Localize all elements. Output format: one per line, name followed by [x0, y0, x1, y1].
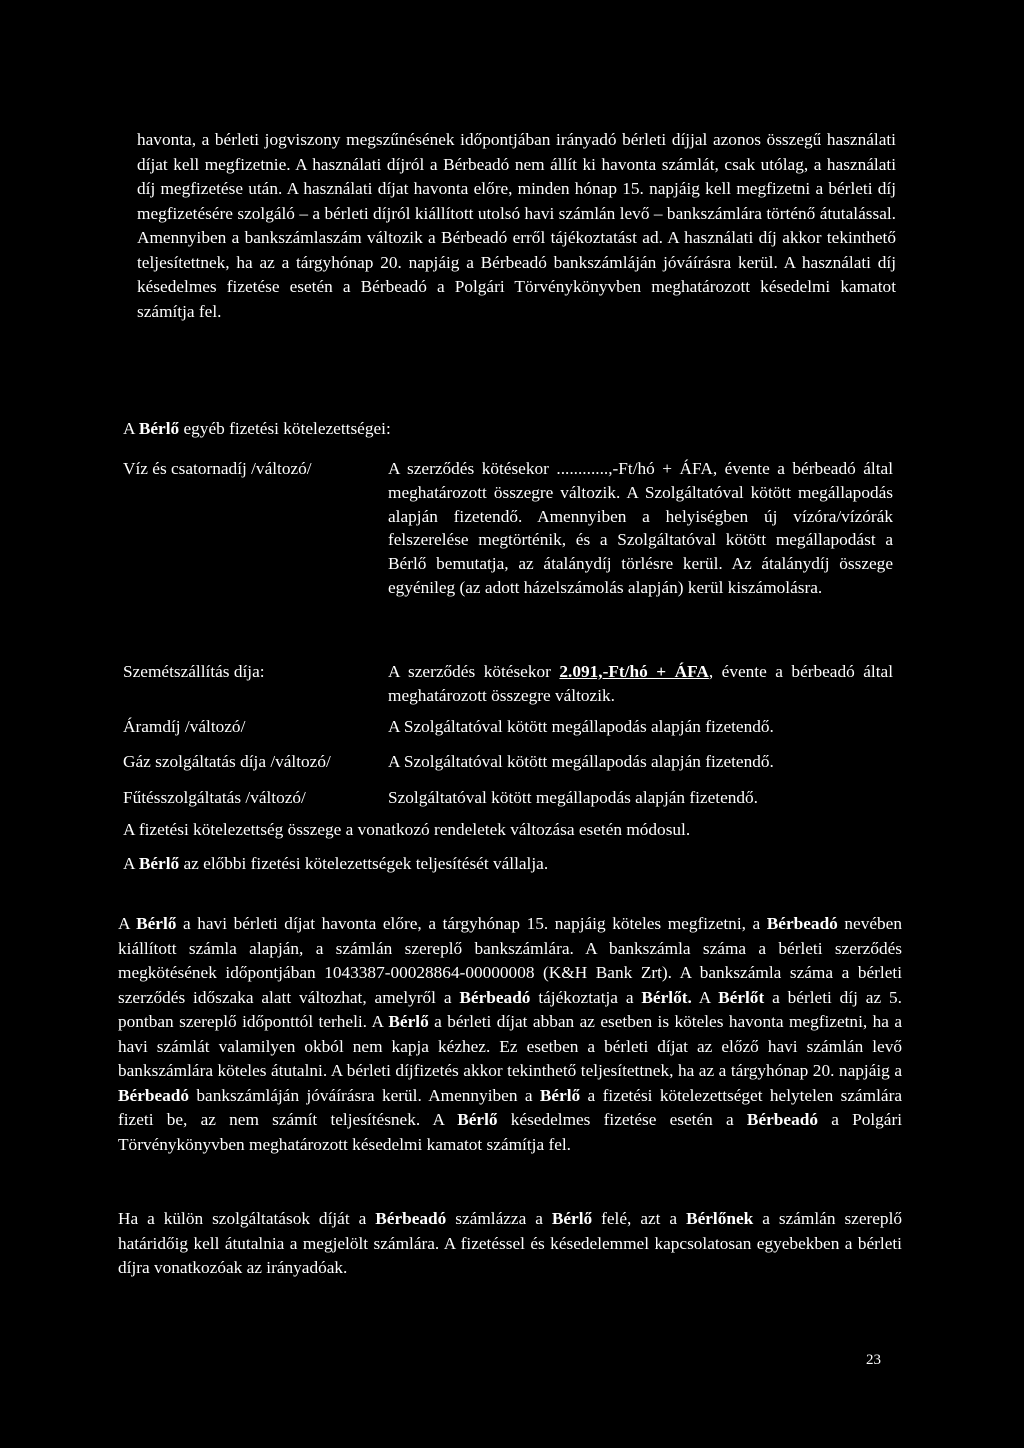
p3-bold: Bérlő: [457, 1110, 498, 1129]
heading-bold: Bérlő: [138, 419, 180, 438]
fee-row-power: [123, 715, 903, 739]
line2-text: A: [123, 854, 139, 873]
p3-bold: Bérlőt.: [641, 987, 692, 1007]
waste-value-text: A szerződés kötésekor: [388, 662, 560, 681]
p3-bold: Bérlő: [388, 1012, 429, 1031]
p3-text: nevében kiállított számla alapján, a számlán szereplő bankszámlára. A bankszámla száma a bérleti szerződés megkötésének időpontjában 1043387-00028864-00000008 (K&H Bank Zrt). A bankszámla száma a bérleti szerződés időszaka alatt változhat, amelyről a: [118, 914, 902, 1007]
p3-bold: Bérlő: [136, 914, 177, 933]
fee-row-heating: [123, 786, 903, 810]
obligation-acceptance-line: [123, 852, 548, 876]
p3-text: tájékoztatja a: [530, 987, 642, 1007]
p4-text: számlázza a: [446, 1209, 552, 1228]
p3-text: a bérleti díj az 5. pontban szereplő időponttól terheli. A: [118, 987, 902, 1031]
fee-label-heating: Fűtésszolgáltatás /változó/: [123, 788, 306, 807]
p3-text: A: [691, 987, 719, 1007]
fee-row-gas: [123, 750, 903, 774]
fee-label-water: Víz és csatornadíj /változó/: [123, 459, 312, 478]
amount-change-line: A fizetési kötelezettség összege a vonatkozó rendeletek változása esetén módosul.: [123, 820, 691, 839]
usage-fee-paragraph: havonta, a bérleti jogviszony megszűnésének időpontjában irányadó bérleti díjjal azonos összegű használati díjat kell megfizetnie. A használati díjról a Bérbeadó nem állít ki havonta számlát, csak utólag, a használati díj megfizetése után. A használati díjat havonta előre, minden hónap 15. napjáig kell megfizetni a bérleti díj megfizetésére szolgáló – a bérleti díjról kiállított utolsó havi számlán levő – bankszámlára történő átutalással. Amennyiben a bankszámlaszám változik a Bérbeadó erről tájékoztatást ad. A használati díj akkor tekinthető teljesítettnek, ha az a tárgyhónap 20. napjáig a Bérbeadó bankszámláján jóváírásra kerül. A használati díj késedelmes fizetése esetén a Bérbeadó a Polgári Törvénykönyvben meghatározott késedelmi kamatot számítja fel.: [137, 130, 896, 321]
p4-text: a számlán szereplő határidőig kell átutalnia a megjelölt számlára. A fizetéssel és késedelemmel kapcsolatosan egyebekben a bérleti díjra vonatkozóak az irányadóak.: [118, 1209, 903, 1277]
p3-text: a fizetési kötelezettséget helytelen számlára fizeti be, az nem számít teljesítésnek. A: [118, 1085, 902, 1129]
line2-text-end: az előbbi fizetési kötelezettségek teljesítését vállalja.: [179, 854, 549, 873]
p3-text: késedelmes fizetése esetén a: [497, 1110, 747, 1129]
fee-label-power: Áramdíj /változó/: [123, 717, 246, 736]
p3-bold: Bérbeadó: [766, 914, 838, 933]
page-number: 23: [866, 1352, 881, 1368]
fee-value-heating: Szolgáltatóval kötött megállapodás alapján fizetendő.: [388, 788, 758, 807]
heading-text: A: [123, 419, 139, 438]
p4-bold: Bérlőnek: [686, 1209, 754, 1228]
p3-bold: Bérlőt: [718, 987, 765, 1007]
p3-bold: Bérlő: [539, 1085, 581, 1105]
p3-text: a Polgári Törvénykönyvben meghatározott késedelmi kamatot számítja fel.: [118, 1110, 903, 1154]
p3-bold: Bérbeadó: [746, 1110, 818, 1129]
heading-text-end: egyéb fizetési kötelezettségei:: [179, 419, 391, 438]
waste-value-text-end: , évente a bérbeadó által meghatározott összegre változik.: [388, 662, 894, 705]
p4-bold: Bérlő: [551, 1209, 593, 1228]
fee-label-waste: Szemétszállítás díja:: [123, 662, 265, 681]
fee-label-gas: Gáz szolgáltatás díja /változó/: [123, 752, 331, 771]
p3-bold: Bérbeadó: [118, 1085, 190, 1105]
p4-text: felé, azt a: [592, 1209, 687, 1228]
p4-bold: Bérbeadó: [375, 1209, 447, 1228]
fee-value-waste: [388, 660, 893, 708]
p3-text: bankszámláján jóváírásra kerül. Amennyiben a: [189, 1085, 540, 1105]
rent-payment-paragraph: [118, 912, 902, 1157]
p4-text: Ha a külön szolgáltatások díját a: [118, 1209, 376, 1228]
waste-amount: 2.091,-Ft/hó + ÁFA: [559, 662, 709, 681]
p3-text: a bérleti díjat abban az esetben is köteles havonta megfizetni, ha a havi számlát valamilyen okból nem kapja kézhez. Ez esetben a bérleti díjat az előző havi számlán levő bankszámlára köteles átutalni. A bérleti díjfizetés akkor tekinthető teljesítettnek, ha az a tárgyhónap 20. napjáig a: [118, 1012, 902, 1080]
fee-value-water: A szerződés kötésekor ............,-Ft/hó + ÁFA, évente a bérbeadó által meghatározott összegre változik. A Szolgáltatóval kötött megállapodás alapján fizetendő. Amennyiben a helyiségben új vízóra/vízórák felszerelése megtörténik, és a Szolgáltatóval kötött megállapodást a Bérlő bemutatja, az átalánydíj törlésre kerül. Az átalánydíj összege egyénileg (az adott házelszámolás alapján) kerül kiszámolásra.: [388, 459, 893, 597]
fee-row-water: [123, 457, 903, 647]
other-obligations-heading: [123, 417, 1024, 441]
line2-bold: Bérlő: [138, 854, 180, 873]
p3-bold: Bérbeadó: [459, 987, 531, 1007]
fee-value-power: A Szolgáltatóval kötött megállapodás alapján fizetendő.: [388, 717, 774, 736]
fee-row-waste: [123, 660, 903, 708]
p3-text: a havi bérleti díjat havonta előre, a tárgyhónap 15. napjáig köteles megfizetni, a: [176, 914, 767, 933]
p3-text: A: [118, 914, 137, 933]
fee-value-gas: A Szolgáltatóval kötött megállapodás alapján fizetendő.: [388, 752, 774, 771]
separate-services-paragraph: [118, 1207, 902, 1281]
